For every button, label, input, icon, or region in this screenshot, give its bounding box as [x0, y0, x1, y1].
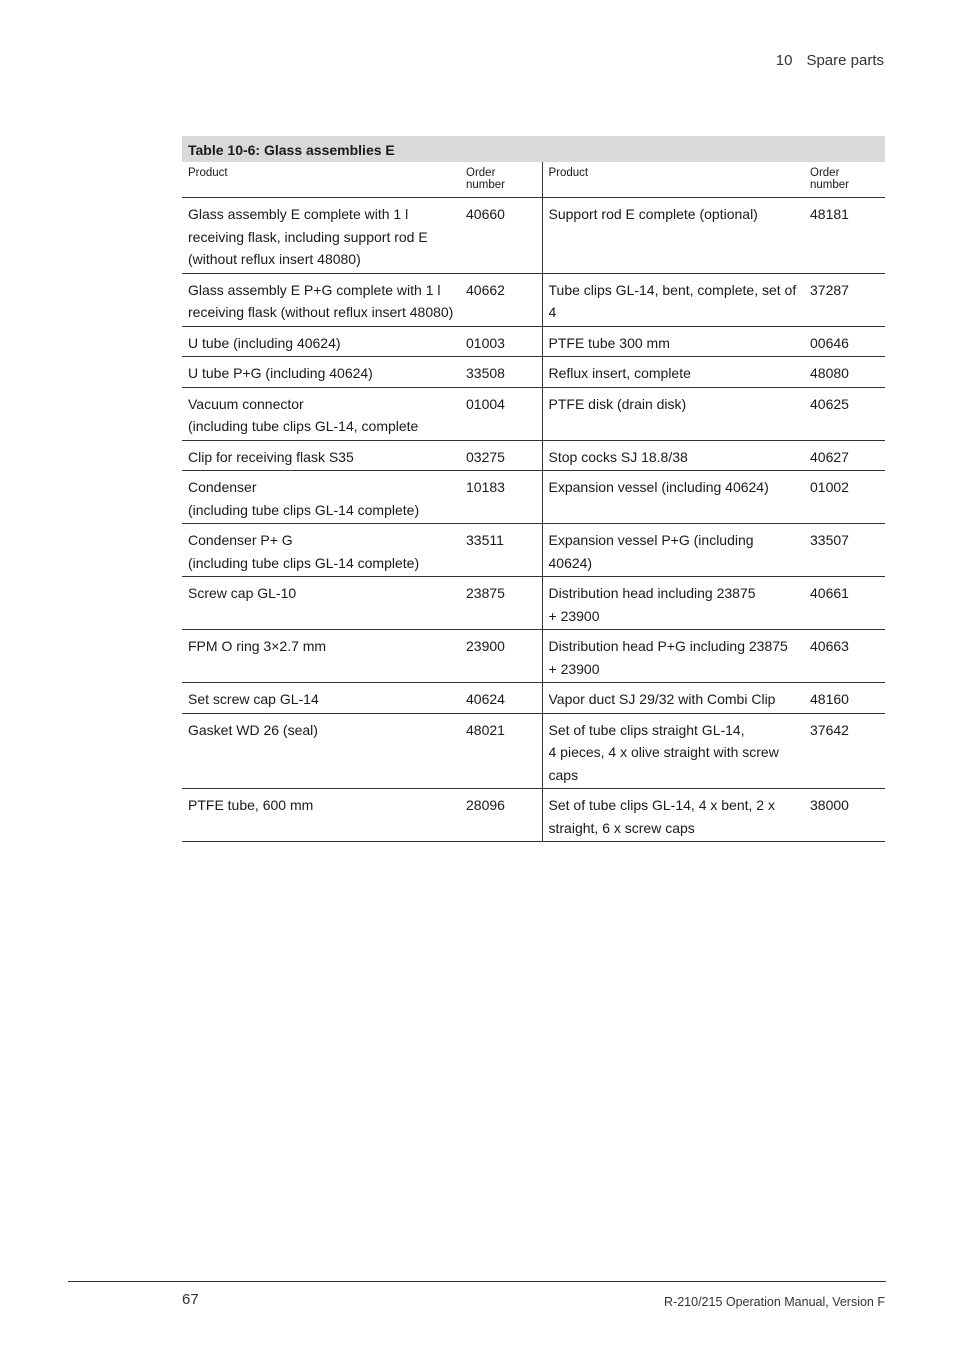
- order-number-cell-right: 40663: [804, 630, 885, 683]
- product-cell-right: Distribution head P+G including 23875 + 23900: [542, 630, 804, 683]
- order-number-cell-left: 01003: [460, 326, 542, 357]
- table-row: [182, 683, 885, 714]
- product-cell-right: Expansion vessel (including 40624): [542, 471, 804, 524]
- table-row: [182, 789, 885, 842]
- chapter-title: Spare parts: [806, 52, 884, 69]
- product-cell-right: Stop cocks SJ 18.8/38: [542, 440, 804, 471]
- document-title: R-210/215 Operation Manual, Version F: [664, 1295, 885, 1309]
- order-number-cell-left: 33508: [460, 357, 542, 388]
- order-number-cell-left: 33511: [460, 524, 542, 577]
- product-cell-left: Screw cap GL-10: [182, 577, 460, 630]
- spare-parts-table-container: [182, 136, 885, 842]
- order-number-cell-right: 40661: [804, 577, 885, 630]
- chapter-number: 10: [775, 52, 793, 69]
- product-cell-left: FPM O ring 3×2.7 mm: [182, 630, 460, 683]
- order-number-cell-right: 01002: [804, 471, 885, 524]
- product-cell-left: Clip for receiving flask S35: [182, 440, 460, 471]
- order-number-cell-left: 28096: [460, 789, 542, 842]
- table-header-row: [182, 162, 885, 198]
- order-number-cell-right: 48080: [804, 357, 885, 388]
- product-cell-left: Gasket WD 26 (seal): [182, 713, 460, 789]
- product-cell-right: Vapor duct SJ 29/32 with Combi Clip: [542, 683, 804, 714]
- running-header: [776, 52, 884, 69]
- product-cell-right: Reflux insert, complete: [542, 357, 804, 388]
- product-cell-right: PTFE tube 300 mm: [542, 326, 804, 357]
- order-number-cell-left: 03275: [460, 440, 542, 471]
- order-number-cell-right: 33507: [804, 524, 885, 577]
- column-header-product-right: Product: [542, 162, 804, 198]
- order-number-cell-left: 40662: [460, 273, 542, 326]
- product-cell-right: Set of tube clips straight GL-14, 4 pieces, 4 x olive straight with screw caps: [542, 713, 804, 789]
- order-number-cell-left: 01004: [460, 387, 542, 440]
- footer-divider: [68, 1281, 886, 1282]
- table-row: [182, 440, 885, 471]
- order-number-cell-left: 23900: [460, 630, 542, 683]
- order-number-cell-right: 40625: [804, 387, 885, 440]
- table-row: [182, 387, 885, 440]
- table-row: [182, 713, 885, 789]
- order-number-cell-right: 40627: [804, 440, 885, 471]
- product-cell-left: PTFE tube, 600 mm: [182, 789, 460, 842]
- order-number-cell-right: 37287: [804, 273, 885, 326]
- order-number-cell-left: 23875: [460, 577, 542, 630]
- product-cell-left: Vacuum connector (including tube clips GL-14, complete: [182, 387, 460, 440]
- product-cell-right: Tube clips GL-14, bent, complete, set of 4: [542, 273, 804, 326]
- order-number-cell-right: 00646: [804, 326, 885, 357]
- product-cell-left: U tube P+G (including 40624): [182, 357, 460, 388]
- table-caption: Table 10-6: Glass assemblies E: [182, 136, 885, 162]
- table-row: [182, 326, 885, 357]
- table-row: [182, 357, 885, 388]
- product-cell-left: U tube (including 40624): [182, 326, 460, 357]
- column-header-order-number-right: Order number: [804, 162, 885, 198]
- order-number-cell-right: 37642: [804, 713, 885, 789]
- product-cell-left: Glass assembly E complete with 1 l receiving flask, including support rod E (without reflux insert 48080): [182, 198, 460, 274]
- table-row: [182, 524, 885, 577]
- table-row: [182, 198, 885, 274]
- product-cell-right: Expansion vessel P+G (including 40624): [542, 524, 804, 577]
- product-cell-right: Support rod E complete (optional): [542, 198, 804, 274]
- order-number-cell-left: 40660: [460, 198, 542, 274]
- table-row: [182, 273, 885, 326]
- table-row: [182, 577, 885, 630]
- order-number-cell-right: 48181: [804, 198, 885, 274]
- product-cell-left: Set screw cap GL-14: [182, 683, 460, 714]
- product-cell-right: Distribution head including 23875 + 23900: [542, 577, 804, 630]
- column-header-product-left: Product: [182, 162, 460, 198]
- page-number: 67: [182, 1291, 199, 1308]
- order-number-cell-left: 40624: [460, 683, 542, 714]
- column-header-order-number-left: Order number: [460, 162, 542, 198]
- spare-parts-table: [182, 162, 885, 842]
- table-body: [182, 198, 885, 842]
- table-row: [182, 630, 885, 683]
- order-number-cell-left: 10183: [460, 471, 542, 524]
- product-cell-left: Glass assembly E P+G complete with 1 l receiving flask (without reflux insert 48080): [182, 273, 460, 326]
- table-row: [182, 471, 885, 524]
- order-number-cell-right: 38000: [804, 789, 885, 842]
- product-cell-left: Condenser P+ G (including tube clips GL-14 complete): [182, 524, 460, 577]
- order-number-cell-left: 48021: [460, 713, 542, 789]
- product-cell-right: Set of tube clips GL-14, 4 x bent, 2 x straight, 6 x screw caps: [542, 789, 804, 842]
- product-cell-left: Condenser (including tube clips GL-14 complete): [182, 471, 460, 524]
- product-cell-right: PTFE disk (drain disk): [542, 387, 804, 440]
- order-number-cell-right: 48160: [804, 683, 885, 714]
